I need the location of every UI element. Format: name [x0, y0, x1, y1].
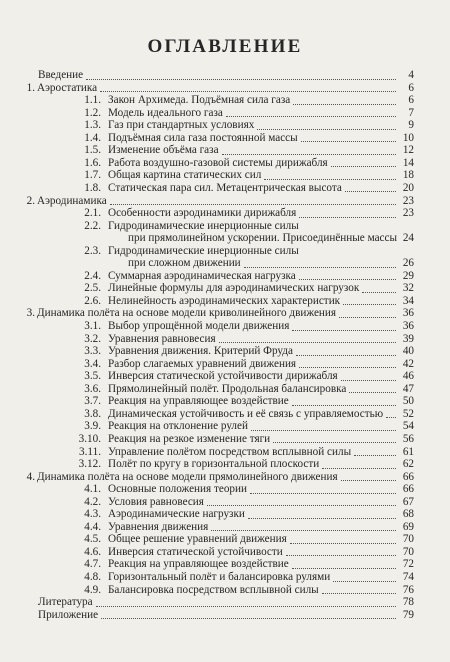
- dot-leader: [273, 442, 396, 443]
- toc-entry: [0, 571, 450, 584]
- toc-entry-page: 26: [402, 257, 414, 270]
- toc-entry-page: 79: [402, 608, 414, 621]
- toc-entry: [0, 82, 450, 95]
- toc-entry-page: 74: [402, 571, 414, 583]
- toc-entry: [0, 69, 450, 82]
- toc-entry: [0, 433, 450, 446]
- toc-entry: [0, 546, 450, 559]
- dot-leader: [100, 91, 396, 92]
- toc-entry-page: 72: [402, 558, 414, 571]
- dot-leader: [341, 480, 396, 481]
- toc-entry-number: 2.6.: [84, 294, 101, 307]
- dot-leader: [322, 593, 396, 594]
- toc-entry-title: Реакция на управляющее воздействие: [108, 558, 289, 571]
- dot-leader: [299, 279, 396, 280]
- toc-entry-title: Газ при стандартных условиях: [108, 119, 255, 132]
- toc-entry-number: 1.5.: [84, 144, 101, 157]
- toc-entry-page: 36: [402, 320, 414, 332]
- toc-entry: [0, 182, 450, 195]
- toc-entry-number: 1.4.: [84, 131, 101, 144]
- dot-leader: [292, 568, 396, 569]
- toc-entry: [0, 295, 450, 308]
- toc-entry-title: Подъёмная сила газа постоянной массы: [108, 131, 298, 144]
- dot-leader: [362, 292, 396, 293]
- dot-leader: [322, 468, 396, 469]
- toc-entry-title: Прямолинейный полёт. Продольная балансировка: [108, 382, 347, 395]
- toc-entry-number: 2.: [26, 194, 35, 207]
- toc-entry-title: Динамика полёта на основе модели прямолинейного движения: [37, 470, 338, 483]
- toc-entry-title: Уравнения движения. Критерий Фруда: [108, 345, 293, 358]
- dot-leader: [349, 392, 396, 393]
- toc-entry-page: 69: [402, 520, 414, 533]
- toc-entry-page: 40: [402, 345, 414, 358]
- toc-entry: [0, 395, 450, 408]
- dot-leader: [292, 330, 396, 331]
- toc-entry: [0, 458, 450, 471]
- toc-entry-title: Приложение: [38, 608, 99, 621]
- toc-entry-title: Балансировка посредством всплывной силы: [108, 583, 319, 596]
- toc-entry-number: 2.1.: [84, 207, 101, 220]
- toc-entry-number: 2.4.: [84, 269, 101, 282]
- toc-entry-page: 54: [402, 420, 414, 433]
- toc-entry-page: 66: [402, 470, 414, 483]
- toc-entry-title: Динамика полёта на основе модели криволинейного движения: [37, 307, 337, 320]
- toc-entry-number: 2.3.: [84, 244, 101, 257]
- toc-entry-page: 56: [402, 432, 414, 445]
- toc-entry: [0, 471, 450, 484]
- toc-entry-page: 76: [402, 583, 414, 596]
- toc-entry-page: 18: [402, 169, 414, 182]
- dot-leader: [299, 217, 396, 218]
- dot-leader: [264, 179, 396, 180]
- toc-entry-title: Полёт по кругу в горизонтальной плоскости: [108, 458, 320, 471]
- toc-entry-number: 3.: [26, 307, 35, 320]
- toc-entry-number: 2.2.: [84, 219, 101, 232]
- toc-entry: [0, 307, 450, 320]
- toc-entry-number: 1.7.: [84, 169, 101, 182]
- toc-entry: [0, 195, 450, 208]
- toc-entry-number: 3.3.: [84, 345, 101, 358]
- toc-entry: [0, 483, 450, 496]
- toc-entry-page: 47: [402, 382, 414, 395]
- toc-entry-page: 46: [402, 370, 414, 383]
- toc-entry-title: Инверсия статической устойчивости: [108, 545, 283, 558]
- toc-entry: [0, 157, 450, 170]
- toc-entry-title: Нелинейность аэродинамических характеристик: [108, 294, 341, 307]
- toc-entry-page: 20: [402, 181, 414, 194]
- dot-leader: [250, 493, 396, 494]
- toc-entry-number: 1.8.: [84, 181, 101, 194]
- toc-entry-page: 78: [402, 596, 414, 609]
- toc-entry-number: 1.: [26, 81, 35, 94]
- toc-entry-page: 4: [408, 69, 414, 81]
- toc-entry-number: 3.1.: [84, 320, 101, 332]
- toc-entry-page: 10: [402, 131, 414, 144]
- toc-entry-page: 29: [402, 269, 414, 282]
- toc-entry-title: Горизонтальный полёт и балансировка рулями: [108, 571, 331, 583]
- toc-entry-title: Общее решение уравнений движения: [108, 533, 287, 546]
- toc-entry-page: 66: [402, 483, 414, 496]
- toc-entry-title: Статическая пара сил. Метацентрическая высота: [108, 181, 342, 194]
- toc-entry-page: 42: [402, 357, 414, 370]
- toc-entry-page: 61: [402, 445, 414, 458]
- toc-entry: [0, 320, 450, 333]
- dot-leader: [244, 267, 396, 268]
- toc-entry-number: 3.4.: [84, 357, 101, 370]
- dot-leader: [251, 430, 396, 431]
- toc-entry-page: 9: [408, 119, 414, 132]
- toc-entry-number: 4.8.: [84, 571, 101, 583]
- toc-entry: [0, 333, 450, 346]
- dot-leader: [345, 191, 396, 192]
- toc-entry-page: 39: [402, 332, 414, 345]
- dot-leader: [219, 342, 396, 343]
- dot-leader: [286, 555, 396, 556]
- toc-entry-page: 50: [402, 395, 414, 408]
- dot-leader: [101, 618, 396, 619]
- dot-leader: [290, 543, 396, 544]
- toc-entry: [0, 119, 450, 132]
- toc-entry-number: 4.7.: [84, 558, 101, 571]
- toc-entry-title: Динамическая устойчивость и её связь с управляемостью: [108, 407, 384, 420]
- toc-entry-number: 4.4.: [84, 520, 101, 533]
- toc-entry-number: 1.6.: [84, 156, 101, 169]
- dot-leader: [341, 380, 396, 381]
- toc-entry-page: 70: [402, 533, 414, 546]
- toc-entry-page: 62: [402, 458, 414, 471]
- toc-entry-page: 52: [402, 407, 414, 420]
- toc-entry: [0, 345, 450, 358]
- toc-entry-number: 3.6.: [84, 382, 101, 395]
- toc-entry-number: 4.: [26, 470, 35, 483]
- toc-entry: [0, 496, 450, 509]
- toc-entry: [0, 609, 450, 622]
- dot-leader: [296, 355, 396, 356]
- toc-entry: [0, 446, 450, 459]
- dot-leader: [301, 141, 396, 142]
- toc-entry-title: Уравнения движения: [108, 520, 209, 533]
- toc-entry-title: Основные положения теории: [108, 483, 247, 496]
- toc-entry-number: 3.12.: [78, 458, 101, 471]
- toc-entry-number: 1.1.: [84, 94, 101, 107]
- dot-leader: [211, 530, 396, 531]
- dot-leader: [339, 317, 396, 318]
- toc-entry-title: Суммарная аэродинамическая нагрузка: [108, 269, 296, 282]
- dot-leader: [343, 304, 396, 305]
- toc-entry-title: Выбор упрощённой модели движения: [108, 320, 290, 332]
- toc-entry-title: Особенности аэродинамики дирижабля: [108, 207, 297, 220]
- toc-entry-title-continuation: при сложном движении: [128, 257, 241, 270]
- toc-entry: [0, 558, 450, 571]
- toc-entry-title: Инверсия статической устойчивости дирижабля: [108, 370, 338, 383]
- toc-entry: [0, 584, 450, 597]
- page-title: ОГЛАВЛЕНИЕ: [147, 36, 303, 57]
- toc-entry: [0, 207, 450, 220]
- dot-leader: [331, 166, 396, 167]
- toc-entry-page: 70: [402, 545, 414, 558]
- toc-entry-number: 3.7.: [84, 395, 101, 408]
- toc-entry-title: Условия равновесия: [108, 495, 204, 508]
- dot-leader: [257, 129, 396, 130]
- toc-entry-number: 3.8.: [84, 407, 101, 420]
- toc-entry-page: 23: [402, 194, 414, 207]
- toc-entry-page: 6: [408, 94, 414, 107]
- toc-entry-title: Введение: [38, 69, 84, 81]
- toc-entry: [0, 270, 450, 283]
- toc-entry-title: Гидродинамические инерционные силы: [108, 244, 299, 257]
- dot-leader: [96, 606, 396, 607]
- toc-entry-page: 12: [402, 144, 414, 157]
- dot-leader: [226, 116, 396, 117]
- dot-leader: [248, 518, 396, 519]
- dot-leader: [299, 367, 396, 368]
- toc-entry-title: Уравнения равновесия: [108, 332, 216, 345]
- toc-entry: [0, 144, 450, 157]
- dot-leader: [86, 79, 396, 80]
- toc-entry-page: 14: [402, 156, 414, 169]
- toc-entry-number: 3.11.: [79, 445, 101, 458]
- toc-entry: [0, 521, 450, 534]
- toc-entry-title: Управление полётом посредством всплывной силы: [108, 445, 352, 458]
- toc-entry-title: Закон Архимеда. Подъёмная сила газа: [108, 94, 291, 107]
- toc-entry: [0, 94, 450, 107]
- toc-entry-number: 4.2.: [84, 495, 101, 508]
- toc-entry-page: 67: [402, 495, 414, 508]
- toc-entry-page: 23: [402, 207, 414, 220]
- toc-entry: [0, 358, 450, 371]
- toc-entry-page: 6: [408, 81, 414, 94]
- toc-entry-page: 34: [402, 294, 414, 307]
- toc-entry: [0, 220, 450, 245]
- toc-entry-title: Аэродинамика: [37, 194, 107, 207]
- toc-entry: [0, 408, 450, 421]
- toc-entry-number: 4.1.: [84, 483, 101, 496]
- toc-entry-number: 4.5.: [84, 533, 101, 546]
- toc-entry-page: 68: [402, 508, 414, 521]
- toc-entry: [0, 596, 450, 609]
- toc-entry-number: 3.2.: [84, 332, 101, 345]
- toc-entry-title: Модель идеального газа: [108, 106, 223, 119]
- toc-entry-title-continuation: при прямолинейном ускорении. Присоединённые массы: [128, 232, 397, 245]
- toc-entry-title: Литература: [38, 596, 93, 609]
- toc-entry-page: 7: [408, 106, 414, 119]
- toc-entry-title: Аэродинамические нагрузки: [108, 508, 245, 521]
- dot-leader: [333, 581, 396, 582]
- toc-entry: [0, 169, 450, 182]
- toc-entry-title: Аэростатика: [37, 81, 98, 94]
- toc-entry-number: 3.9.: [84, 420, 101, 433]
- dot-leader: [207, 505, 396, 506]
- dot-leader: [293, 104, 396, 105]
- toc-entry-title: Общая картина статических сил: [108, 169, 262, 182]
- toc-entry: [0, 420, 450, 433]
- toc-entry: [0, 245, 450, 270]
- dot-leader: [292, 405, 396, 406]
- toc-entry-page: 36: [402, 307, 414, 320]
- toc-entry-number: 3.5.: [84, 370, 101, 383]
- toc-entry-number: 1.3.: [84, 119, 101, 132]
- toc-entry: [0, 508, 450, 521]
- toc-entry-page: 32: [402, 282, 414, 295]
- toc-entry-title: Гидродинамические инерционные силы: [108, 219, 299, 232]
- dot-leader: [222, 154, 396, 155]
- toc-entry-title: Реакция на резкое изменение тяги: [108, 432, 271, 445]
- toc-entry-number: 1.2.: [84, 106, 101, 119]
- toc-entry-title: Изменение объёма газа: [108, 144, 219, 157]
- toc-entry: [0, 132, 450, 145]
- toc-entry-number: 4.3.: [84, 508, 101, 521]
- toc-entry: [0, 282, 450, 295]
- toc-entry-title: Реакция на отклонение рулей: [108, 420, 248, 433]
- toc-entry: [0, 383, 450, 396]
- toc-entry: [0, 533, 450, 546]
- toc-entry-title: Линейные формулы для аэродинамических нагрузок: [108, 282, 360, 295]
- toc-entry-title: Работа воздушно-газовой системы дирижабля: [108, 156, 328, 169]
- toc-entry-page: 24: [402, 232, 414, 245]
- toc-entry-number: 4.6.: [84, 545, 101, 558]
- toc-entry-title: Разбор слагаемых уравнений движения: [108, 357, 297, 370]
- dot-leader: [386, 417, 396, 418]
- toc-entry-number: 3.10.: [78, 432, 101, 445]
- toc-entry-number: 2.5.: [84, 282, 101, 295]
- toc-entry: [0, 370, 450, 383]
- toc-entry: [0, 107, 450, 120]
- dot-leader: [110, 204, 396, 205]
- dot-leader: [354, 455, 396, 456]
- toc-entry-number: 4.9.: [84, 583, 101, 596]
- toc-entry-title: Реакция на управляющее воздействие: [108, 395, 289, 408]
